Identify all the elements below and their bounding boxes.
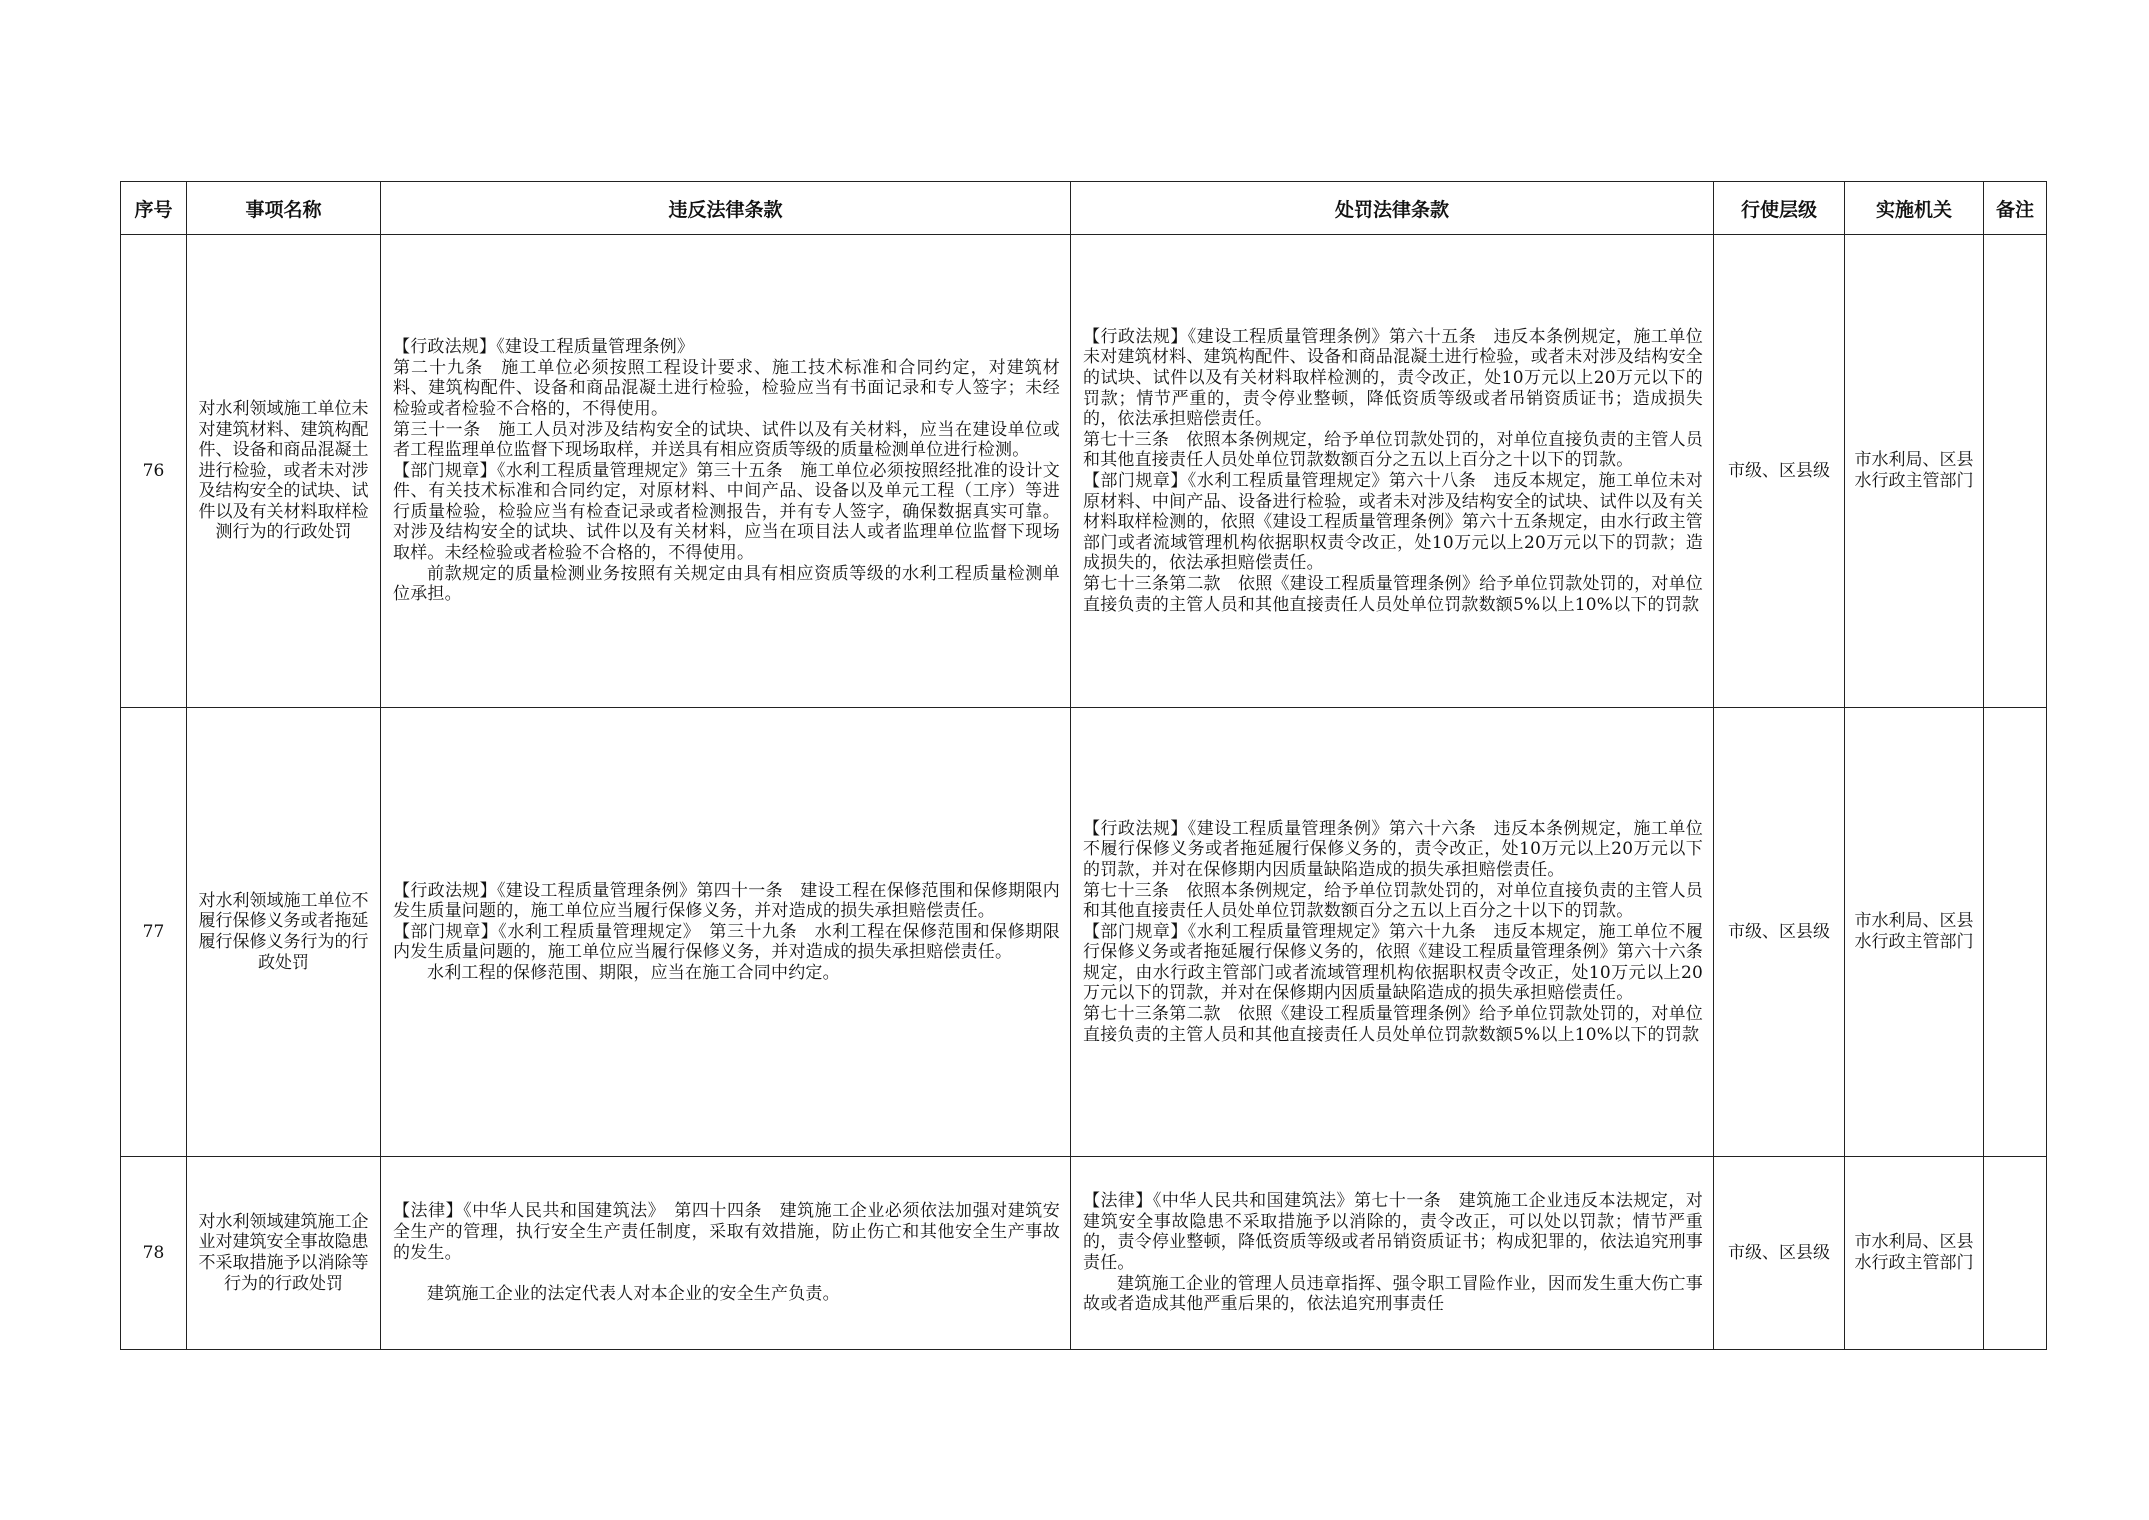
provision-paragraph: 【部门规章】《水利工程质量管理规定》第六十九条 违反本规定，施工单位不履行保修义务或者拖延履行保修义务的，依照《建设工程质量管理条例》第六十六条规定，由水行政主管部门或者流域管理机构依据职权责令改正，处10万元以上20万元以下的罚款，并对在保修期内因质量缺陷造成的损失承担赔偿责任。: [1083, 921, 1703, 1004]
header-implementing-agency: 实施机关: [1845, 182, 1984, 235]
provision-paragraph: 【法律】《中华人民共和国建筑法》 第四十四条 建筑施工企业必须依法加强对建筑安全生产的管理，执行安全生产责任制度，采取有效措施，防止伤亡和其他安全生产事故的发生。: [393, 1201, 1060, 1263]
table-row: [121, 708, 2047, 1157]
penalty-provisions: [1071, 708, 1714, 1157]
header-penalty-provisions: 处罚法律条款: [1071, 182, 1714, 235]
provision-paragraph: 第二十九条 施工单位必须按照工程设计要求、施工技术标准和合同约定，对建筑材料、建筑构配件、设备和商品混凝土进行检验，检验应当有书面记录和专人签字；未经检验或者检验不合格的，不得使用。: [393, 357, 1060, 419]
provision-paragraph: 建筑施工企业的法定代表人对本企业的安全生产负责。: [427, 1284, 840, 1305]
header-exercise-level: 行使层级: [1714, 182, 1845, 235]
penalty-provisions: [1071, 235, 1714, 708]
provision-paragraph: 【行政法规】《建设工程质量管理条例》第六十五条 违反本条例规定，施工单位未对建筑材料、建筑构配件、设备和商品混凝土进行检验，或者未对涉及结构安全的试块、试件以及有关材料取样检测的，责令改正，处10万元以上20万元以下的罚款；情节严重的，责令停业整顿，降低资质等级或者吊销资质证书；造成损失的，依法承担赔偿责任。: [1083, 326, 1703, 430]
header-remarks: 备注: [1984, 182, 2047, 235]
item-name: 对水利领域建筑施工企业对建筑安全事故隐患不采取措施予以消除等行为的行政处罚: [187, 1157, 381, 1350]
row-number: 77: [121, 708, 187, 1157]
exercise-level: 市级、区县级: [1714, 708, 1845, 1157]
provision-paragraph: 建筑施工企业的管理人员违章指挥、强令职工冒险作业，因而发生重大伤亡事故或者造成其他严重后果的，依法追究刑事责任: [1083, 1273, 1703, 1315]
provision-paragraph: 第七十三条 依照本条例规定，给予单位罚款处罚的，对单位直接负责的主管人员和其他直接责任人员处单位罚款数额百分之五以上百分之十以下的罚款。: [1083, 880, 1703, 922]
remarks: [1984, 708, 2047, 1157]
violated-provisions: [381, 235, 1071, 708]
provision-paragraph: 【行政法规】《建设工程质量管理条例》第六十六条 违反本条例规定，施工单位不履行保修义务或者拖延履行保修义务的，责令改正，处10万元以上20万元以下的罚款，并对在保修期内因质量缺陷造成的损失承担赔偿责任。: [1083, 818, 1703, 880]
implementing-agency: 市水利局、区县水行政主管部门: [1845, 1157, 1984, 1350]
provision-paragraph: 【行政法规】《建设工程质量管理条例》第四十一条 建设工程在保修范围和保修期限内发生质量问题的，施工单位应当履行保修义务，并对造成的损失承担赔偿责任。: [393, 880, 1060, 922]
provision-paragraph: 【行政法规】《建设工程质量管理条例》: [393, 337, 695, 358]
provision-paragraph: 第七十三条 依照本条例规定，给予单位罚款处罚的，对单位直接负责的主管人员和其他直接责任人员处单位罚款数额百分之五以上百分之十以下的罚款。: [1083, 429, 1703, 471]
provision-paragraph: 【法律】《中华人民共和国建筑法》第七十一条 建筑施工企业违反本法规定，对建筑安全事故隐患不采取措施予以消除的，责令改正，可以处以罚款；情节严重的，责令停业整顿，降低资质等级或者吊销资质证书；构成犯罪的，依法追究刑事责任。: [1083, 1191, 1703, 1273]
row-number: 76: [121, 235, 187, 708]
provision-paragraph: 【部门规章】《水利工程质量管理规定》 第三十九条 水利工程在保修范围和保修期限内发生质量问题的，施工单位应当履行保修义务，并对造成的损失承担赔偿责任。: [393, 921, 1060, 963]
violated-provisions: [381, 708, 1071, 1157]
item-name: 对水利领域施工单位未对建筑材料、建筑构配件、设备和商品混凝土进行检验，或者未对涉及结构安全的试块、试件以及有关材料取样检测行为的行政处罚: [187, 235, 381, 708]
exercise-level: 市级、区县级: [1714, 235, 1845, 708]
row-number: 78: [121, 1157, 187, 1350]
remarks: [1984, 1157, 2047, 1350]
provision-paragraph: 【部门规章】《水利工程质量管理规定》第六十八条 违反本规定，施工单位未对原材料、中间产品、设备进行检验，或者未对涉及结构安全的试块、试件以及有关材料取样检测的，依照《建设工程质量管理条例》第六十五条规定，由水行政主管部门或者流域管理机构依据职权责令改正，处10万元以上20万元以下的罚款；造成损失的，依法承担赔偿责任。: [1083, 471, 1703, 574]
exercise-level: 市级、区县级: [1714, 1157, 1845, 1350]
header-no: 序号: [121, 182, 187, 235]
provision-paragraph: 【部门规章】《水利工程质量管理规定》第三十五条 施工单位必须按照经批准的设计文件、有关技术标准和合同约定，对原材料、中间产品、设备以及单元工程（工序）等进行质量检验，检验应当有检查记录或者检测报告，并有专人签字，确保数据真实可靠。对涉及结构安全的试块、试件以及有关材料，应当在项目法人或者监理单位监督下现场取样。未经检验或者检验不合格的，不得使用。: [393, 460, 1060, 564]
remarks: [1984, 235, 2047, 708]
header-violated-provisions: 违反法律条款: [381, 182, 1071, 235]
item-name: 对水利领域施工单位不履行保修义务或者拖延履行保修义务行为的行政处罚: [187, 708, 381, 1157]
table-header-row: [121, 182, 2047, 235]
provision-paragraph: 前款规定的质量检测业务按照有关规定由具有相应资质等级的水利工程质量检测单位承担。: [393, 563, 1060, 605]
implementing-agency: 市水利局、区县水行政主管部门: [1845, 708, 1984, 1157]
provision-paragraph: 水利工程的保修范围、期限，应当在施工合同中约定。: [427, 962, 840, 983]
provision-paragraph: 第三十一条 施工人员对涉及结构安全的试块、试件以及有关材料，应当在建设单位或者工程监理单位监督下现场取样，并送具有相应资质等级的质量检测单位进行检测。: [393, 419, 1060, 461]
table-row: [121, 1157, 2047, 1350]
header-item-name: 事项名称: [187, 182, 381, 235]
table-row: [121, 235, 2047, 708]
penalty-provisions: [1071, 1157, 1714, 1350]
provision-paragraph: 第七十三条第二款 依照《建设工程质量管理条例》给予单位罚款处罚的，对单位直接负责的主管人员和其他直接责任人员处单位罚款数额5%以上10%以下的罚款: [1083, 573, 1703, 615]
violated-provisions: [381, 1157, 1071, 1350]
implementing-agency: 市水利局、区县水行政主管部门: [1845, 235, 1984, 708]
provision-paragraph: 第七十三条第二款 依照《建设工程质量管理条例》给予单位罚款处罚的，对单位直接负责的主管人员和其他直接责任人员处单位罚款数额5%以上10%以下的罚款: [1083, 1004, 1703, 1045]
penalty-items-table: [120, 181, 2047, 1350]
